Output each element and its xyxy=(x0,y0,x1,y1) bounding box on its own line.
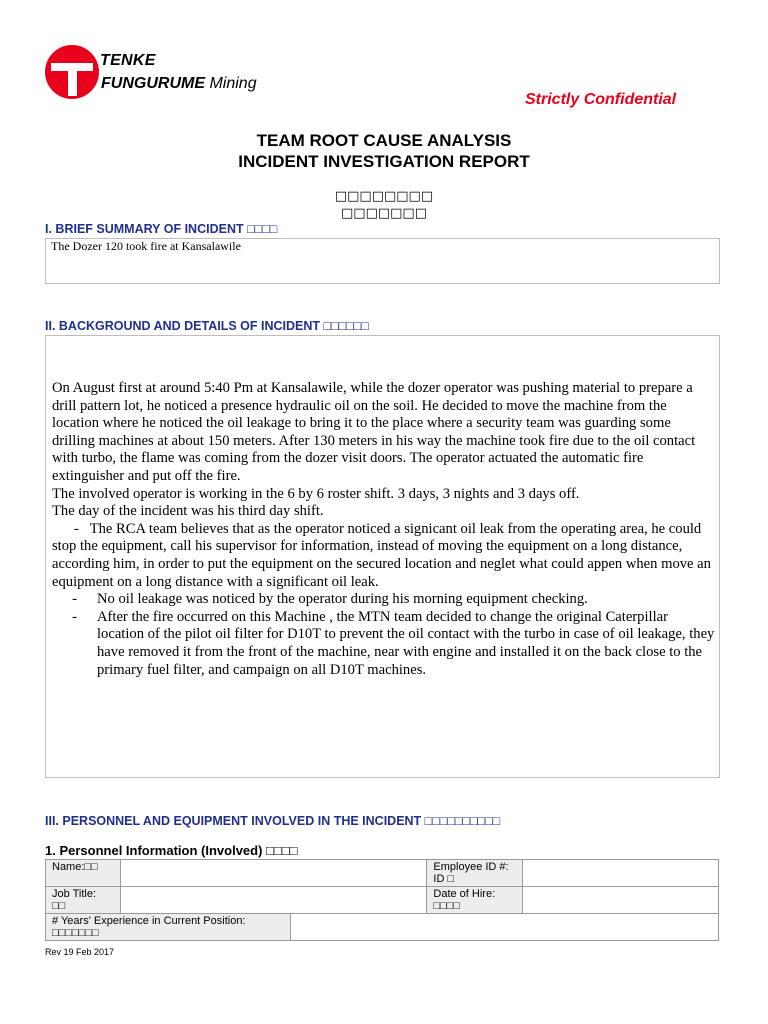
table-row xyxy=(46,887,719,914)
list-bullet: - xyxy=(72,608,77,625)
logo-word-fungurume-text: FUNGURUME xyxy=(101,75,205,92)
section-summary-heading: I. BRIEF SUMMARY OF INCIDENT □□□□ xyxy=(45,222,278,236)
personnel-info-subheading: 1. Personnel Information (Involved) □□□□ xyxy=(45,843,298,858)
section-personnel-heading: III. PERSONNEL AND EQUIPMENT INVOLVED IN THE INCIDENT □□□□□□□□□□ xyxy=(45,814,501,828)
background-inline-item xyxy=(52,521,716,591)
report-title-line1: TEAM ROOT CAUSE ANALYSIS xyxy=(256,131,512,150)
employee-id-label-sub: ID □ xyxy=(433,873,455,885)
logo-word-mining: Mining xyxy=(209,75,257,92)
experience-label-text: # Years' Experience in Current Position: xyxy=(52,915,246,927)
inline-item-text: The RCA team believes that as the operator noticed a signicant oil leak from the operating area, he could stop the equipment, call his supervisor for information, instead of moving the equipment on a long distance, according him, in order to put the equipment on the secured location and neglet what could appen when move an equipment on a long distance with a significant oil leak. xyxy=(52,520,711,590)
report-subtitle-line1: □□□□□□□□ xyxy=(334,189,434,204)
confidential-label: Strictly Confidential xyxy=(525,91,677,108)
date-of-hire-field[interactable] xyxy=(523,887,719,914)
revision-footer: Rev 19 Feb 2017 xyxy=(45,947,115,957)
name-label: Name:□□ xyxy=(46,860,121,887)
employee-id-label xyxy=(427,860,523,887)
personnel-info-table xyxy=(45,859,719,941)
job-title-label-text: Job Title: xyxy=(52,888,97,900)
employee-id-label-text: Employee ID #: xyxy=(433,861,509,873)
name-field[interactable] xyxy=(120,860,426,887)
tfm-logo-icon xyxy=(44,44,100,100)
summary-text: The Dozer 120 took fire at Kansalawile xyxy=(51,239,241,253)
job-title-label-sub: □□ xyxy=(52,900,66,912)
table-row xyxy=(46,860,719,887)
date-of-hire-label-sub: □□□□ xyxy=(433,900,460,912)
logo-word-tenke: TENKE xyxy=(100,52,156,69)
section-background-heading: II. BACKGROUND AND DETAILS OF INCIDENT □□□□□□ xyxy=(45,319,369,333)
logo-word-fungurume xyxy=(101,75,257,93)
date-of-hire-label xyxy=(427,887,523,914)
background-details xyxy=(52,380,716,679)
experience-field[interactable] xyxy=(290,914,718,941)
report-subtitle-line2: □□□□□□□ xyxy=(341,206,427,221)
date-of-hire-label-text: Date of Hire: xyxy=(433,888,496,900)
list-item-text: After the fire occurred on this Machine , the MTN team decided to change the original Caterpillar location of the pilot oil filter for D10T to prevent the oil contact with the turbo in case of oil leakage, they have removed it from the front of the machine, near with engine and installed it on the back close to the primary fuel filter, and campaign on all D10T machines. xyxy=(97,608,715,678)
experience-label xyxy=(46,914,291,941)
table-row xyxy=(46,914,719,941)
report-title-line2: INCIDENT INVESTIGATION REPORT xyxy=(238,152,530,171)
job-title-field[interactable] xyxy=(120,887,426,914)
background-paragraph: The involved operator is working in the 6 by 6 roster shift. 3 days, 3 nights and 3 days off. xyxy=(52,485,580,502)
list-bullet: - xyxy=(72,591,77,608)
list-item xyxy=(52,591,716,609)
employee-id-field[interactable] xyxy=(523,860,719,887)
background-paragraph: The day of the incident was his third day shift. xyxy=(52,503,324,520)
background-paragraph: On August first at around 5:40 Pm at Kansalawile, while the dozer operator was pushing material to prepare a drill pattern lot, he noticed a presence hydraulic oil on the soil. He decided to move the machine from the location where he noticed the oil leakage to bring it to the place where a security team was guarding some drilling machines at about 150 meters. After 130 meters in his way the machine took fire due to the oil contact with turbo, the flame was coming from the dozer visit doors. The operator actuated the automatic fire extinguisher and put off the fire. xyxy=(52,380,696,484)
experience-label-sub: □□□□□□□ xyxy=(52,927,99,939)
list-item xyxy=(52,609,716,679)
list-item-text: No oil leakage was noticed by the operator during his morning equipment checking. xyxy=(97,591,588,608)
job-title-label xyxy=(46,887,121,914)
list-bullet: - xyxy=(73,520,79,537)
